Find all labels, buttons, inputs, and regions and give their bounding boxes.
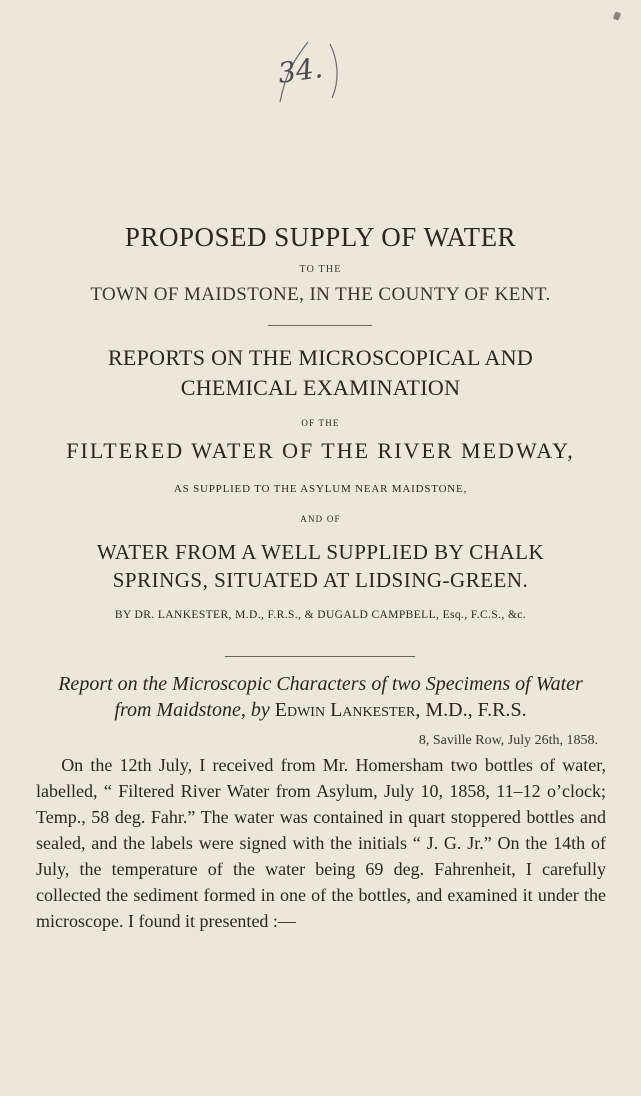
town-title: TOWN OF MAIDSTONE, IN THE COUNTY OF KENT. [90, 284, 551, 305]
handwritten-annotation [268, 40, 358, 110]
divider-rule [225, 656, 415, 657]
report-title-line2 [0, 697, 641, 723]
divider-rule [268, 325, 372, 326]
authors-line: BY DR. LANKESTER, M.D., F.R.S., & DUGALD CAMPBELL, Esq., F.C.S., &c. [114, 609, 527, 621]
report-title-line1: Report on the Microscopic Characters of two Specimens of Water [58, 673, 583, 695]
report-title-prefix: from Maidstone, by [114, 699, 275, 721]
supplied-subheading: AS SUPPLIED TO THE ASYLUM NEAR MAIDSTONE, [173, 483, 468, 495]
report-author: Edwin Lankester, M.D., F.R.S. [274, 699, 527, 721]
filtered-water-heading: FILTERED WATER OF THE RIVER MEDWAY, [66, 438, 575, 463]
well-water-heading [0, 538, 641, 594]
reports-heading-line1: REPORTS ON THE MICROSCOPICAL AND [107, 345, 534, 370]
of-the-label: OF THE [301, 418, 340, 428]
report-date: 8, Saville Row, July 26th, 1858. [418, 733, 598, 748]
reports-heading-line2: CHEMICAL EXAMINATION [180, 375, 461, 400]
to-the-label: TO THE [299, 264, 342, 275]
well-water-line1: WATER FROM A WELL SUPPLIED BY CHALK [96, 540, 545, 564]
annotation-number: 34. [275, 51, 325, 90]
report-body-paragraph: On the 12th July, I received from Mr. Homersham two bottles of water, labelled, “ Filtered River Water from Asylum, July 10, 1858, 11–12 o’clock; Temp., 58 deg. Fahr.” The water was contained in quart stoppered bottles and sealed, and the labels were signed with the initials “ J. G. Jr.” On the 14th of July, the temperature of the water being 69 deg. Fahrenheit, I carefully collected the sediment formed in one of the bottles, and examined it under the microscope. I found it presented :— [36, 755, 606, 931]
and-of-label: AND OF [300, 514, 341, 524]
report-title [0, 671, 641, 723]
main-title: PROPOSED SUPPLY OF WATER [124, 222, 517, 252]
well-water-line2: SPRINGS, SITUATED AT LIDSING-GREEN. [112, 568, 529, 592]
scan-speck [613, 11, 621, 21]
reports-heading [0, 343, 641, 403]
